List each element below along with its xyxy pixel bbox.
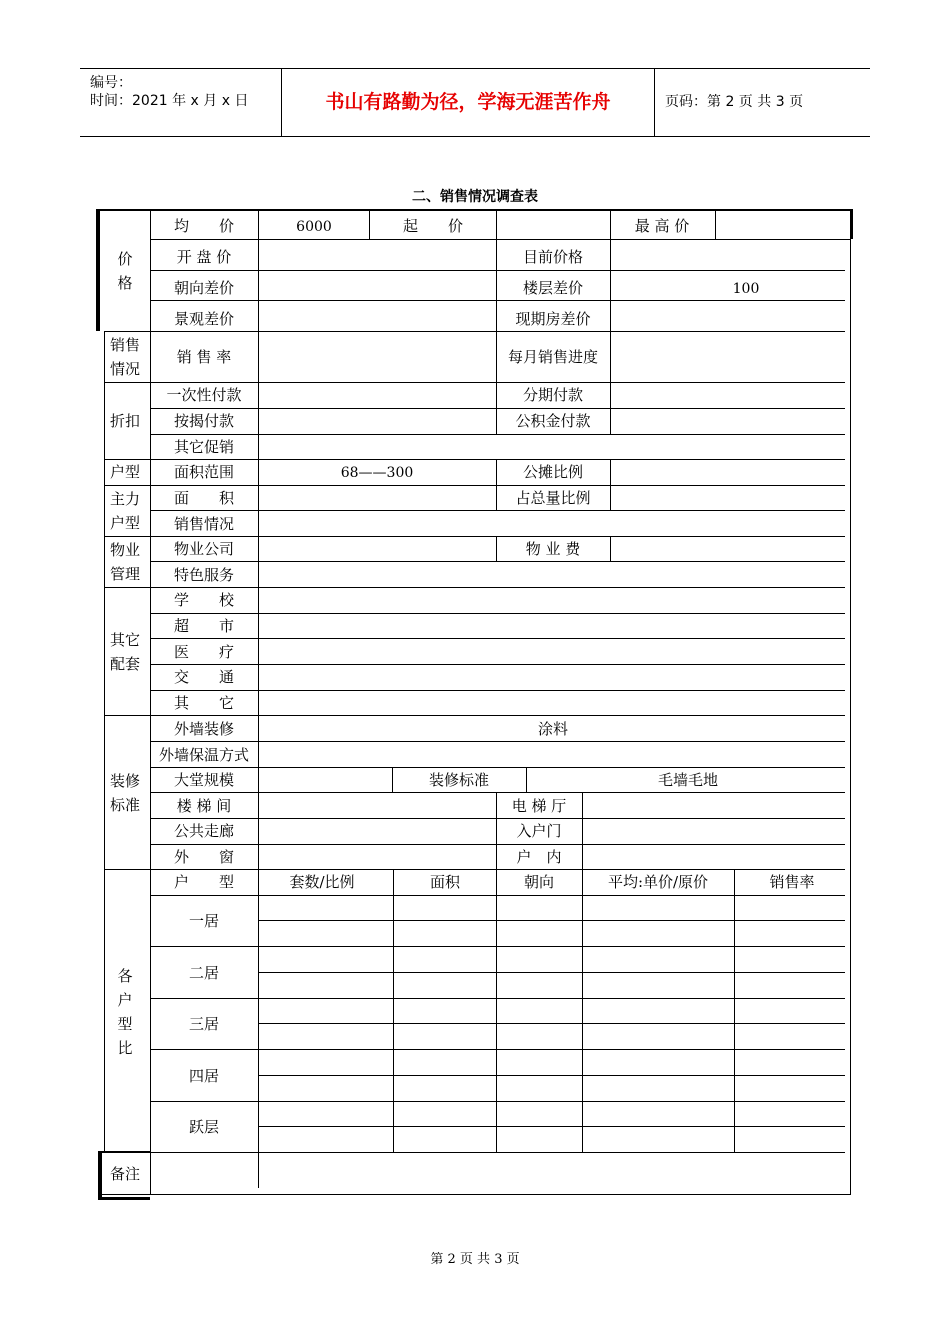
page-footer: 第 2 页 共 3 页 [430, 1252, 520, 1267]
exterior-wall-value: 涂料 [537, 720, 569, 738]
area-range-value: 68——300 [340, 465, 414, 481]
main-type-group-label: 主力 户型 [109, 490, 140, 532]
entry-door-label: 入户门 [516, 822, 562, 840]
ratio-header-area: 面积 [429, 873, 461, 891]
max-price-label: 最 高 价 [634, 217, 690, 235]
decoration-standard-value: 毛墙毛地 [657, 771, 719, 789]
mortgage-label: 按揭付款 [173, 412, 235, 430]
page-title: 二、销售情况调查表 [412, 189, 538, 205]
avg-price-label: 均 价 [173, 217, 235, 235]
ratio-row-label: 二居 [188, 964, 220, 982]
floor-diff-label: 楼层差价 [522, 279, 584, 297]
insulation-label: 外墙保温方式 [158, 746, 250, 764]
facilities-group-label: 其它 配套 [109, 631, 140, 673]
facility-other: 其 它 [173, 694, 235, 712]
facility-transport: 交 通 [173, 668, 235, 686]
other-promo-label: 其它促销 [173, 438, 235, 456]
area-range-label: 面积范围 [173, 463, 235, 481]
orientation-diff-label: 朝向差价 [173, 279, 235, 297]
lump-sum-label: 一次性付款 [166, 386, 242, 404]
decoration-standard-label: 装修标准 [428, 771, 490, 789]
number-label: 编号： [90, 75, 132, 91]
floor-diff-value: 100 [732, 281, 760, 297]
housing-fund-label: 公积金付款 [515, 412, 591, 430]
ratio-row-label: 三居 [188, 1015, 220, 1033]
current-price-label: 目前价格 [522, 248, 584, 266]
shared-ratio-label: 公摊比例 [522, 463, 584, 481]
special-service-label: 特色服务 [173, 566, 235, 584]
facility-supermarket: 超 市 [173, 617, 235, 635]
ratio-header-orientation: 朝向 [523, 873, 555, 891]
open-price-label: 开 盘 价 [176, 248, 232, 266]
remark-label: 备注 [109, 1165, 141, 1183]
unit-type-group-label: 户型 [109, 463, 141, 481]
ratio-header-rate: 销售率 [769, 873, 815, 891]
ratio-header-count: 套数/比例 [289, 873, 355, 891]
decoration-group-label: 装修 标准 [109, 772, 140, 814]
stairwell-label: 楼 梯 间 [176, 797, 232, 815]
spot-diff-label: 现期房差价 [515, 310, 591, 328]
time-label: 时间：2021 年 x 月 x 日 [90, 93, 249, 109]
main-area-label: 面 积 [173, 489, 235, 507]
facility-medical: 医 疗 [173, 643, 235, 661]
ratio-row-label: 跃层 [188, 1118, 220, 1136]
property-fee-label: 物 业 费 [525, 540, 581, 558]
property-company-label: 物业公司 [173, 540, 235, 558]
exterior-wall-label: 外墙装修 [173, 720, 235, 738]
motto: 书山有路勤为径，学海无涯苦作舟 [282, 69, 655, 136]
main-sales-label: 销售情况 [173, 515, 235, 533]
facility-school: 学 校 [173, 591, 235, 609]
ratio-header-price: 平均:单价/原价 [607, 873, 709, 891]
total-ratio-label: 占总量比例 [515, 489, 591, 507]
discount-group-label: 折扣 [109, 412, 141, 430]
avg-price-value: 6000 [296, 219, 332, 235]
sales-rate-label: 销 售 率 [176, 348, 232, 366]
interior-label: 户 内 [516, 848, 562, 866]
ratio-row-label: 一居 [188, 912, 220, 930]
lobby-label: 大堂规模 [173, 771, 235, 789]
start-price-label: 起 价 [402, 217, 464, 235]
sales-group-label: 销售 情况 [109, 336, 140, 378]
page-label: 页码：第 2 页 共 3 页 [665, 94, 804, 110]
ratio-group-label: 各 户 型 比 [117, 967, 133, 1057]
ratio-row-label: 四居 [188, 1067, 220, 1085]
monthly-progress-label: 每月销售进度 [507, 348, 599, 366]
window-label: 外 窗 [173, 848, 235, 866]
price-group-label: 价 格 [117, 250, 133, 292]
view-diff-label: 景观差价 [173, 310, 235, 328]
property-group-label: 物业 管理 [109, 541, 140, 583]
installment-label: 分期付款 [522, 386, 584, 404]
ratio-header-type: 户 型 [173, 873, 235, 891]
corridor-label: 公共走廊 [173, 822, 235, 840]
elevator-hall-label: 电 梯 厅 [511, 797, 567, 815]
